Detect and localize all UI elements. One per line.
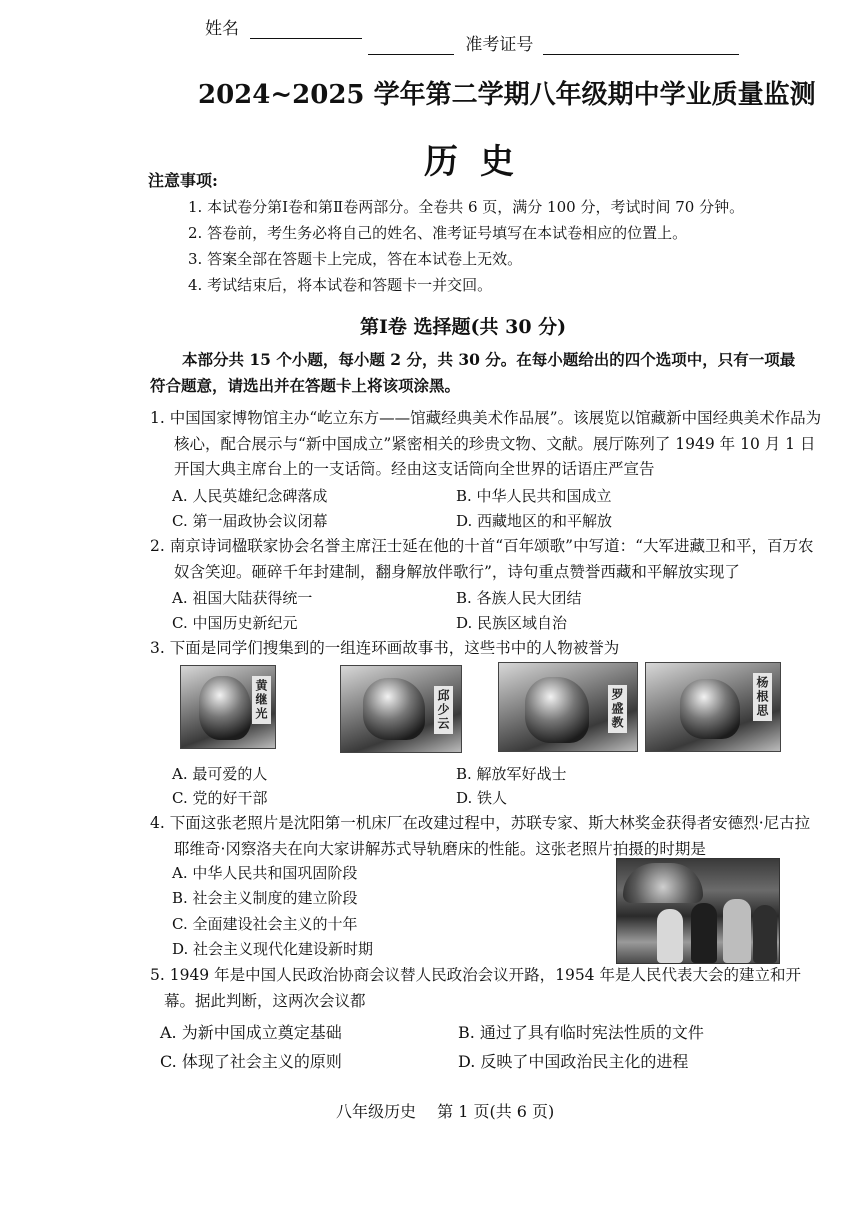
q3-option-b: B. 解放军好战士 [456, 765, 567, 783]
subject-title: 历史 [424, 142, 536, 182]
q5-option-b: B. 通过了具有临时宪法性质的文件 [458, 1023, 704, 1042]
name-field [205, 14, 362, 39]
machine-shape [623, 863, 703, 903]
name-label: 姓名 [205, 19, 239, 39]
q2-option-c: C. 中国历史新纪元 [172, 614, 298, 632]
q3-option-c: C. 党的好干部 [172, 789, 268, 807]
exam-id-label: 准考证号 [465, 35, 534, 55]
note-item: 3. 答案全部在答题卡上完成，答在本试卷上无效。 [188, 250, 523, 268]
comic-figure [363, 678, 425, 740]
q2-option-b: B. 各族人民大团结 [456, 589, 582, 607]
q5-option-c: C. 体现了社会主义的原则 [160, 1052, 342, 1071]
person-shape [753, 905, 777, 963]
q4-option-b: B. 社会主义制度的建立阶段 [172, 889, 358, 907]
q1-option-d: D. 西藏地区的和平解放 [456, 512, 613, 530]
exam-id-field [368, 30, 739, 55]
exam-id-underline [543, 40, 739, 55]
person-shape [723, 899, 751, 963]
q1-option-c: C. 第一届政协会议闭幕 [172, 512, 328, 530]
q3-option-a: A. 最可爱的人 [172, 765, 268, 783]
notes-heading: 注意事项: [148, 171, 218, 190]
footer-page: 第 1 页(共 6 页) [437, 1102, 555, 1121]
note-item: 4. 考试结束后，将本试卷和答题卡一并交回。 [188, 276, 493, 294]
comic-title: 邱少云 [434, 686, 453, 734]
q4-option-a: A. 中华人民共和国巩固阶段 [172, 864, 358, 882]
comic-book-cover [180, 665, 276, 749]
q5-option-a: A. 为新中国成立奠定基础 [160, 1023, 342, 1042]
question-2-stem: 2. 南京诗词楹联家协会名誉主席汪士延在他的十首“百年颂歌”中写道：“大军进藏卫和平，百万农奴含笑迎。砸碎千年封建制，翻身解放伴歌行”，诗句重点赞誉西藏和平解放实现了 [150, 537, 814, 581]
comic-figure [680, 679, 740, 739]
note-item: 1. 本试卷分第Ⅰ卷和第Ⅱ卷两部分。全卷共 6 页，满分 100 分，考试时间 70 分钟。 [188, 198, 745, 216]
person-shape [657, 909, 683, 963]
comic-book-cover [645, 662, 781, 752]
question-3-stem: 3. 下面是同学们搜集到的一组连环画故事书，这些书中的人物被誉为 [150, 639, 620, 657]
q1-option-b: B. 中华人民共和国成立 [456, 487, 612, 505]
comic-figure [525, 677, 589, 743]
section-intro: 本部分共 15 个小题，每小题 2 分，共 30 分。在每小题给出的四个选项中，只有一项最符合题意，请选出并在答题卡上将该项涂黑。 [150, 350, 796, 395]
comic-book-cover [340, 665, 462, 753]
footer-subject: 八年级历史 [336, 1102, 417, 1121]
q2-option-d: D. 民族区域自治 [456, 614, 568, 632]
q5-option-d: D. 反映了中国政治民主化的进程 [458, 1052, 689, 1071]
question-4-stem: 4. 下面这张老照片是沈阳第一机床厂在改建过程中，苏联专家、斯大林奖金获得者安德烈·尼古拉耶维奇·冈察洛夫在向大家讲解苏式导轨磨床的性能。这张老照片拍摄的时期是 [150, 814, 811, 858]
comic-title: 黄继光 [252, 676, 271, 724]
q1-option-a: A. 人民英雄纪念碑落成 [172, 487, 328, 505]
name-underline [250, 24, 362, 39]
question-1-stem: 1. 中国国家博物馆主办“屹立东方——馆藏经典美术作品展”。该展览以馆藏新中国经典美术作品为核心，配合展示与“新中国成立”紧密相关的珍贵文物、文献。展厅陈列了 1949 年 10 月 1 日开国大典主席台上的一支话筒。经由这支话筒向全世界的话语庄严宣告 [150, 409, 822, 478]
comic-title: 罗盛教 [608, 685, 627, 733]
q4-option-c: C. 全面建设社会主义的十年 [172, 915, 358, 933]
q2-option-a: A. 祖国大陆获得统一 [172, 589, 313, 607]
person-shape [691, 903, 717, 963]
note-item: 2. 答卷前，考生务必将自己的姓名、准考证号填写在本试卷相应的位置上。 [188, 224, 688, 242]
q4-option-d: D. 社会主义现代化建设新时期 [172, 940, 374, 958]
question-5-stem: 5. 1949 年是中国人民政治协商会议替人民政治会议开路，1954 年是人民代表大会的建立和开幕。据此判断，这两次会议都 [150, 966, 801, 1010]
comic-figure [199, 676, 251, 740]
comic-book-cover [498, 662, 638, 752]
exam-id-pre-underline [368, 40, 454, 55]
q3-option-d: D. 铁人 [456, 789, 508, 807]
comic-title: 杨根思 [753, 673, 772, 721]
page-footer [336, 1099, 554, 1122]
exam-title: 2024~2025 学年第二学期八年级期中学业质量监测 [198, 80, 816, 110]
section-title: 第Ⅰ卷 选择题(共 30 分) [360, 316, 567, 338]
old-factory-photo [616, 858, 780, 964]
